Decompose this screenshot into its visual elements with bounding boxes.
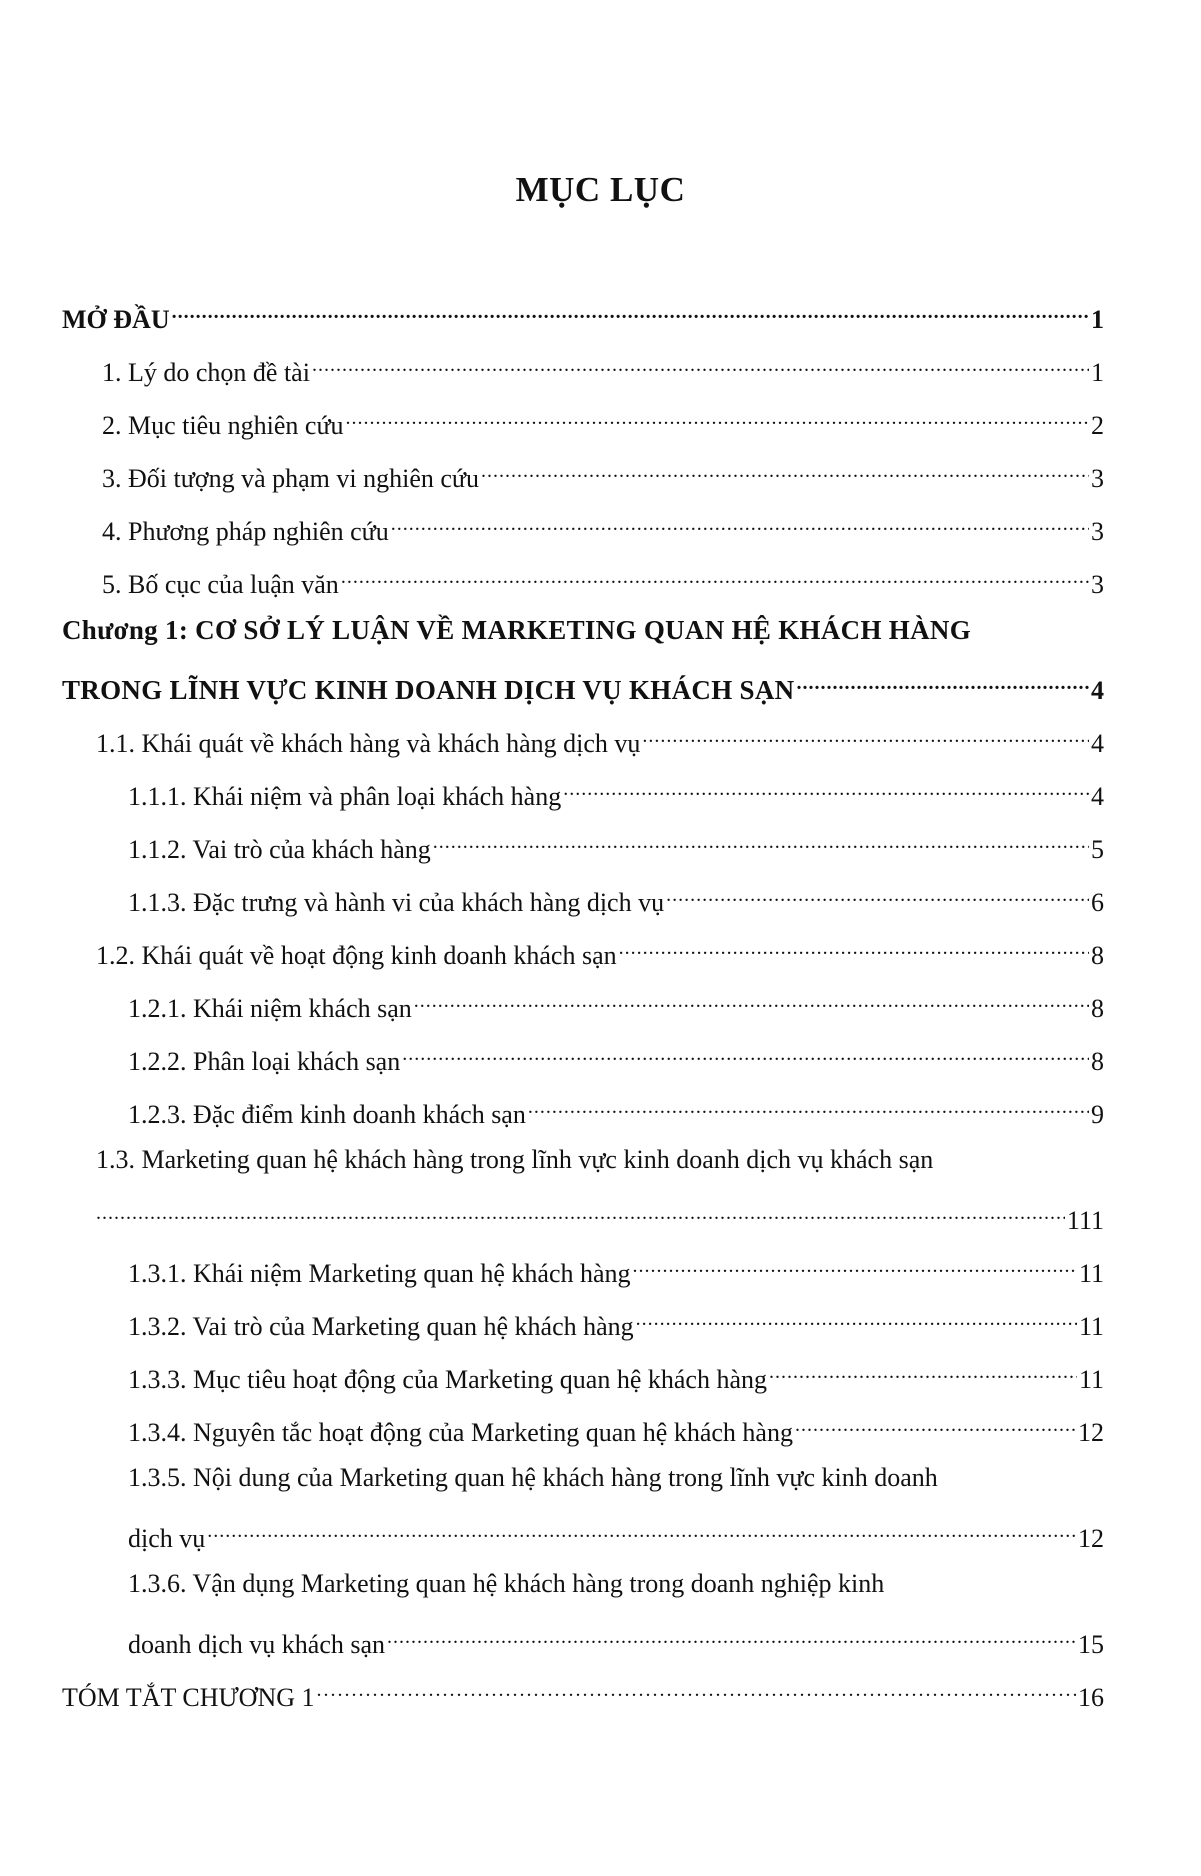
toc-entry[interactable] — [128, 1038, 1104, 1078]
toc-section-1-3-line-1[interactable]: 1.3. Marketing quan hệ khách hàng trong lĩnh vực kinh doanh dịch vụ khách sạn — [96, 1145, 934, 1174]
toc-entry[interactable] — [102, 349, 1104, 389]
toc-leader-dots — [563, 773, 1089, 805]
toc-page-number: 11 — [1078, 1259, 1104, 1288]
toc-chapter-1[interactable] — [62, 667, 1104, 707]
toc-page-number: 8 — [1091, 1047, 1104, 1076]
toc-page-number: 2 — [1091, 411, 1104, 440]
toc-entry-text: doanh dịch vụ khách sạn — [128, 1630, 386, 1659]
toc-leader-dots — [346, 402, 1089, 434]
toc-leader-dots — [642, 720, 1089, 752]
toc-entry[interactable] — [128, 1250, 1104, 1290]
toc-leader-dots — [96, 1197, 1065, 1229]
toc-leader-dots — [414, 985, 1089, 1017]
toc-chapter-1-line-1[interactable]: Chương 1: CƠ SỞ LÝ LUẬN VỀ MARKETING QUAN HỆ KHÁCH HÀNG — [62, 615, 971, 645]
toc-entry-text: 1.3.4. Nguyên tắc hoạt động của Marketing quan hệ khách hàng — [128, 1418, 793, 1447]
toc-page-number: 4 — [1091, 676, 1104, 705]
toc-page-number: 1 — [1091, 358, 1104, 387]
toc-entry-text: 1.1.2. Vai trò của khách hàng — [128, 835, 431, 864]
toc-leader-dots — [528, 1091, 1089, 1123]
toc-entry-text: 1.2.3. Đặc điểm kinh doanh khách sạn — [128, 1100, 526, 1129]
toc-page-number: 111 — [1066, 1206, 1104, 1235]
toc-leader-dots — [796, 667, 1089, 699]
toc-leader-dots — [433, 826, 1089, 858]
toc-leader-dots — [795, 1409, 1076, 1441]
toc-entry[interactable] — [102, 561, 1104, 601]
toc-entry-text: 1.3.2. Vai trò của Marketing quan hệ khách hàng — [128, 1312, 634, 1341]
toc-entry-text: MỞ ĐẦU — [62, 305, 170, 334]
toc-entry-text: 5. Bố cục của luận văn — [102, 570, 339, 599]
toc-entry-text: 4. Phương pháp nghiên cứu — [102, 517, 389, 546]
toc-page-number: 16 — [1078, 1683, 1104, 1712]
toc-leader-dots — [636, 1303, 1077, 1335]
toc-leader-dots — [666, 879, 1089, 911]
toc-entry-text: 1.3.1. Khái niệm Marketing quan hệ khách hàng — [128, 1259, 631, 1288]
toc-leader-dots — [481, 455, 1089, 487]
toc-leader-dots — [402, 1038, 1089, 1070]
toc-entry-1-3-6[interactable] — [128, 1621, 1104, 1661]
toc-page-number: 6 — [1091, 888, 1104, 917]
toc-entry-text: TÓM TẮT CHƯƠNG 1 — [62, 1683, 315, 1712]
toc-page-number: 12 — [1078, 1418, 1104, 1447]
toc-entry-1-3-6-line-1[interactable]: 1.3.6. Vận dụng Marketing quan hệ khách hàng trong doanh nghiệp kinh — [128, 1569, 885, 1598]
toc-entry-1-3-5-line-1[interactable]: 1.3.5. Nội dung của Marketing quan hệ khách hàng trong lĩnh vực kinh doanh — [128, 1463, 938, 1492]
toc-leader-dots — [317, 1674, 1077, 1706]
toc-page-number: 1 — [1091, 305, 1104, 334]
toc-entry[interactable] — [128, 1356, 1104, 1396]
toc-page-number: 5 — [1091, 835, 1104, 864]
toc-entry-text: 3. Đối tượng và phạm vi nghiên cứu — [102, 464, 479, 493]
toc-page-number: 12 — [1078, 1524, 1104, 1553]
toc-entry-text: 1.1.1. Khái niệm và phân loại khách hàng — [128, 782, 562, 811]
toc-entry-text: TRONG LĨNH VỰC KINH DOANH DỊCH VỤ KHÁCH SẠN — [62, 675, 795, 705]
toc-entry[interactable] — [128, 773, 1104, 813]
toc-page-number: 4 — [1091, 782, 1104, 811]
toc-entry-intro[interactable] — [62, 296, 1104, 336]
toc-entry-text: 1.3.3. Mục tiêu hoạt động của Marketing quan hệ khách hàng — [128, 1365, 767, 1394]
page-title: MỤC LỤC — [515, 170, 686, 209]
toc-section-1-2[interactable] — [96, 932, 1104, 972]
toc-entry-text: 1.1.3. Đặc trưng và hành vi của khách hàng dịch vụ — [128, 888, 665, 917]
toc-entry[interactable] — [128, 985, 1104, 1025]
toc-entry-text: 2. Mục tiêu nghiên cứu — [102, 411, 344, 440]
toc-entry[interactable] — [128, 879, 1104, 919]
toc-page-number: 3 — [1091, 570, 1104, 599]
toc-entry[interactable] — [102, 402, 1104, 442]
toc-entry-text: 1. Lý do chọn đề tài — [102, 358, 310, 387]
toc-page-number: 11 — [1078, 1312, 1104, 1341]
toc-entry-text: 1.2. Khái quát về hoạt động kinh doanh khách sạn — [96, 941, 617, 970]
toc-page-number: 4 — [1091, 729, 1104, 758]
toc-entry[interactable] — [128, 1303, 1104, 1343]
toc-page-number: 8 — [1091, 994, 1104, 1023]
toc-entry-text: 1.2.2. Phân loại khách sạn — [128, 1047, 401, 1076]
toc-page-number: 11 — [1078, 1365, 1104, 1394]
toc-leader-dots — [769, 1356, 1077, 1388]
toc-entry[interactable] — [128, 826, 1104, 866]
toc-entry[interactable] — [102, 508, 1104, 548]
toc-entry-text: dịch vụ — [128, 1524, 206, 1553]
toc-page-number: 8 — [1091, 941, 1104, 970]
toc-entry[interactable] — [128, 1409, 1104, 1449]
toc-summary[interactable] — [62, 1674, 1104, 1714]
toc-leader-dots — [387, 1621, 1076, 1653]
toc-leader-dots — [341, 561, 1089, 593]
toc-leader-dots — [619, 932, 1089, 964]
toc-section-1-1[interactable] — [96, 720, 1104, 760]
toc-entry[interactable] — [102, 455, 1104, 495]
toc-page-number: 15 — [1078, 1630, 1104, 1659]
toc-page-number: 9 — [1091, 1100, 1104, 1129]
toc-leader-dots — [312, 349, 1089, 381]
toc-page-number: 3 — [1091, 517, 1104, 546]
toc-entry-text: 1.2.1. Khái niệm khách sạn — [128, 994, 412, 1023]
toc-page-number: 3 — [1091, 464, 1104, 493]
toc-leader-dots — [207, 1515, 1076, 1547]
toc-entry[interactable] — [128, 1091, 1104, 1131]
toc-entry-1-3-5[interactable] — [128, 1515, 1104, 1555]
toc-entry-text: 1.1. Khái quát về khách hàng và khách hàng dịch vụ — [96, 729, 641, 758]
toc-leader-dots — [633, 1250, 1077, 1282]
toc-section-1-3[interactable] — [96, 1197, 1104, 1237]
toc-leader-dots — [391, 508, 1089, 540]
toc-leader-dots — [172, 296, 1089, 328]
